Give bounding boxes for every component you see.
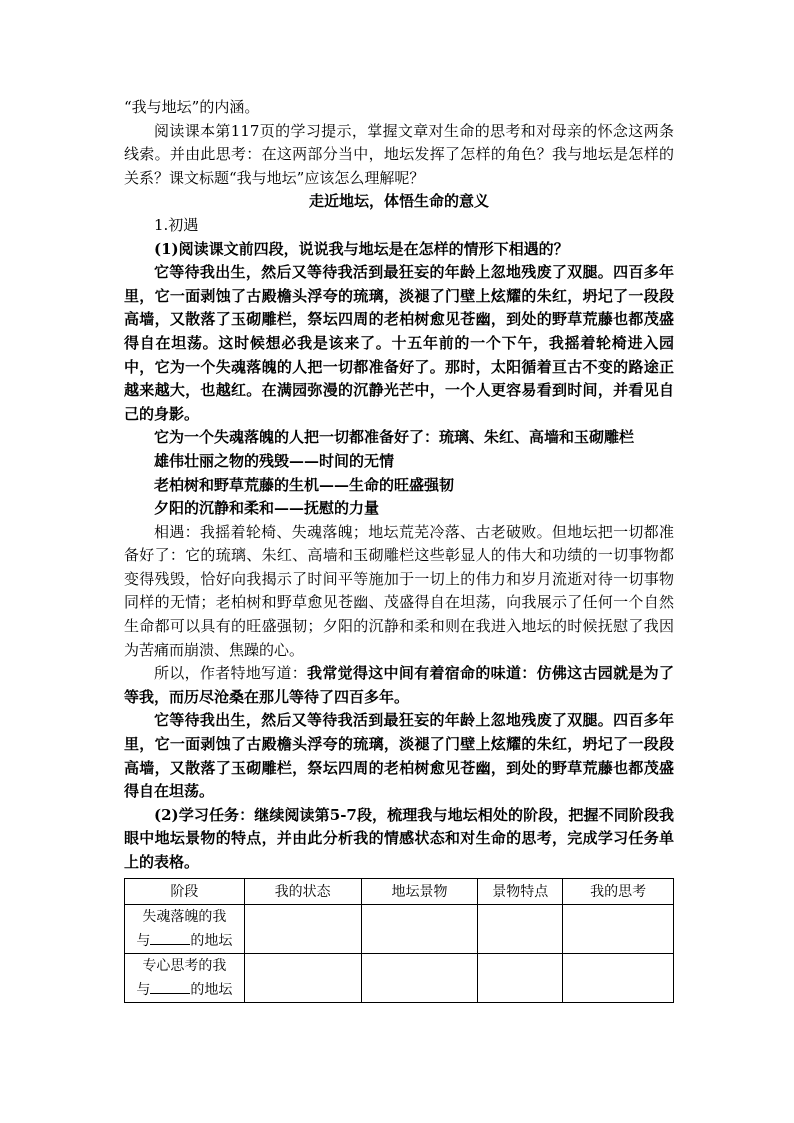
table-row — [125, 904, 674, 953]
step-heading: 1.初遇 — [154, 215, 199, 234]
intro-paragraph: 阅读课本第117页的学习提示，掌握文章对生命的思考和对母亲的怀念这两条线索。并由此思考：在这两部分当中，地坛发挥了怎样的角色？我与地坛是怎样的关系？课文标题“我与地坛”应该怎么理解呢？ — [124, 121, 674, 187]
stage-label: 失魂落魄的我 — [142, 908, 227, 925]
document-page — [124, 96, 674, 1003]
conclusion-lead: 所以，作者特地写道： — [154, 664, 308, 683]
summary-line-3: 老柏树和野草荒藤的生机——生命的旺盛强韧 — [154, 475, 455, 494]
stage-label: 专心思考的我 — [142, 957, 227, 974]
analysis-paragraph: 相遇：我摇着轮椅、失魂落魄；地坛荒芜冷落、古老破败。但地坛把一切都准备好了：它的琉璃、朱红、高墙和玉砌雕栏这些彰显人的伟大和功绩的一切事物都变得残毁，恰好向我揭示了时间平等施加于一切上的伟力和岁月流逝对待一切事物同样的无情；老柏树和野草愈见苍幽、茂盛得自在坦荡，向我展示了任何一个自然生命都可以具有的旺盛强韧；夕阳的沉静和柔和则在我进入地坛的时候抚慰了我因为苦痛而崩溃、焦躁的心。 — [124, 522, 674, 659]
stage-prefix: 与 — [136, 981, 151, 998]
stage-cell — [125, 953, 245, 1002]
stage-suffix: 的地坛 — [190, 981, 233, 998]
header-scenery-features: 景物特点 — [478, 878, 563, 904]
scenery-features-cell[interactable] — [478, 953, 563, 1002]
table-header-row — [125, 878, 674, 904]
quote-paragraph-2: 它等待我出生，然后又等待我活到最狂妄的年龄上忽地残废了双腿。四百多年里，它一面剥蚀了古殿檐头浮夸的琉璃，淡褪了门壁上炫耀的朱红，坍圮了一段段高墙，又散落了玉砌雕栏，祭坛四周的老柏树愈见苍幽，到处的野草荒藤也都茂盛得自在坦荡。 — [124, 711, 674, 801]
question-1: (1)阅读课文前四段，说说我与地坛是在怎样的情形下相遇的？ — [154, 239, 569, 258]
conclusion-paragraph — [124, 662, 674, 709]
summary-line-2: 雄伟壮丽之物的残毁——时间的无情 — [154, 451, 395, 470]
task-2: (2)学习任务：继续阅读第5-7段，梳理我与地坛相处的阶段，把握不同阶段我眼中地坛景物的特点，并由此分析我的情感状态和对生命的思考，完成学习任务单上的表格。 — [124, 805, 674, 871]
header-my-thoughts: 我的思考 — [563, 878, 674, 904]
header-my-state: 我的状态 — [244, 878, 361, 904]
header-scenery: 地坛景物 — [361, 878, 478, 904]
scenery-features-cell[interactable] — [478, 904, 563, 953]
table-row — [125, 953, 674, 1002]
my-thoughts-cell[interactable] — [563, 953, 674, 1002]
stage-cell — [125, 904, 245, 953]
summary-line-1: 它为一个失魂落魄的人把一切都准备好了：琉璃、朱红、高墙和玉砌雕栏 — [154, 428, 635, 447]
conclusion-quote: 我常觉得这中间有着宿命的味道：仿佛这古园就是为了等我，而历尽沧桑在那儿等待了四百多年。 — [124, 664, 674, 706]
fill-in-blank[interactable] — [150, 979, 190, 994]
quote-paragraph-1: 它等待我出生，然后又等待我活到最狂妄的年龄上忽地残废了双腿。四百多年里，它一面剥蚀了古殿檐头浮夸的琉璃，淡褪了门壁上炫耀的朱红，坍圮了一段段高墙，又散落了玉砌雕栏，祭坛四周的老柏树愈见苍幽，到处的野草荒藤也都茂盛得自在坦荡。这时候想必我是该来了。十五年前的一个下午，我摇着轮椅进入园中，它为一个失魂落魄的人把一切都准备好了。那时，太阳循着亘古不变的路途正越来越大，也越红。在满园弥漫的沉静光芒中，一个人更容易看到时间，并看见自己的身影。 — [124, 263, 674, 423]
scenery-cell[interactable] — [361, 904, 478, 953]
stage-suffix: 的地坛 — [190, 932, 233, 949]
task-table — [124, 878, 674, 1003]
my-thoughts-cell[interactable] — [563, 904, 674, 953]
scenery-cell[interactable] — [361, 953, 478, 1002]
my-state-cell[interactable] — [244, 904, 361, 953]
summary-line-4: 夕阳的沉静和柔和——抚慰的力量 — [154, 499, 380, 518]
fill-in-blank[interactable] — [150, 930, 190, 945]
stage-prefix: 与 — [136, 932, 151, 949]
section-title: 走近地坛，体悟生命的意义 — [308, 192, 489, 211]
intro-line: “我与地坛”的内涵。 — [124, 98, 260, 116]
my-state-cell[interactable] — [244, 953, 361, 1002]
header-stage: 阶段 — [125, 878, 245, 904]
